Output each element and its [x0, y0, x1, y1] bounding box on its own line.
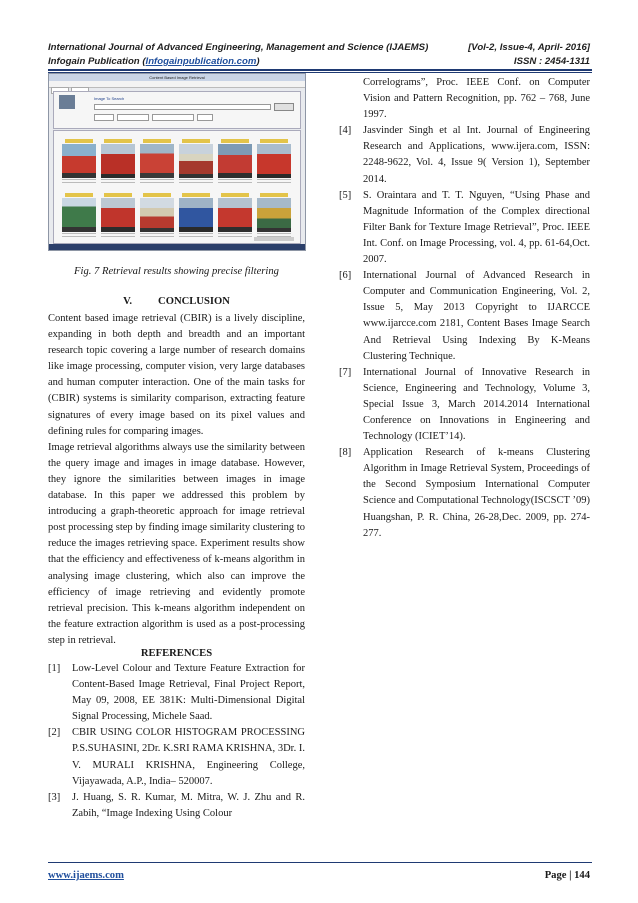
figure-query-label: Image To Search	[94, 96, 125, 101]
reference-number: [7]	[339, 366, 352, 378]
conclusion-paragraph: Content based image retrieval (CBIR) is a lively discipline, expanding in both depth and breadth and an important research topic covering a large number of research domains like image processing, computer vision, very large databases and human computer interaction. One of the main tasks for (CBIR) systems is similarity comparison, extracting feature signatures of every image based on its pixel values and defining rules for comparing images.	[48, 313, 305, 437]
references-right-column	[339, 75, 590, 542]
result-thumb	[101, 193, 135, 243]
result-thumb	[62, 139, 96, 189]
conclusion-title: CONCLUSION	[158, 296, 230, 307]
reference-text: Application Research of k-means Clustering Algorithm in Image Retrieval System, Proceedings of the Second Symposium International Computer Science and Computational Technology(ISCSCT ’09) Huangshan, P. R. China, 26-28,Dec. 2009, pp. 274-277.	[363, 447, 590, 539]
result-thumb	[140, 193, 174, 243]
conclusion-heading	[48, 296, 305, 307]
figure-query-panel	[53, 91, 301, 129]
references-left-column	[48, 661, 305, 822]
reference-text: Correlograms”, Proc. IEEE Conf. on Computer Vision and Pattern Recognition, pp. 762 – 768, June 1997.	[363, 77, 590, 121]
reference-number: [6]	[339, 270, 352, 282]
reference-text: J. Huang, S. R. Kumar, M. Mitra, W. J. Zhu and R. Zabih, “Image Indexing Using Colour	[72, 791, 305, 819]
result-thumb	[257, 139, 291, 189]
publisher-suffix: )	[256, 56, 260, 67]
figure-caption: Fig. 7 Retrieval results showing precise filtering	[74, 266, 279, 277]
references-heading: REFERENCES	[140, 648, 213, 659]
figure-controls	[94, 114, 244, 119]
publisher-prefix: Infogain Publication (	[48, 56, 146, 67]
reference-number: [2]	[48, 727, 61, 739]
reference-number: [3]	[48, 791, 61, 803]
figure-results-panel	[53, 130, 301, 244]
reference-number: [1]	[48, 663, 61, 674]
result-thumb	[101, 139, 135, 189]
reference-text: Low-Level Colour and Texture Feature Extraction for Content-Based Image Retrieval, Final Project Report, May 09, 2008, EE 381K: Multi-Dimensional Digital Signal Processing, Michele Saad.	[72, 663, 305, 723]
retrieval-screenshot-figure	[48, 73, 306, 251]
conclusion-body	[48, 311, 305, 649]
conclusion-paragraph: Image retrieval algorithms always use the similarity between the query image and images in image database. However, they ignore the similarities between images in image database. In this paper we addressed this problem by introducing a graph-theoretic approach for image retrieval post processing step by finding image similarity clustering to reduce the images retrieving space. Experiment results show that the efficiency and effectiveness of k-means algorithm in analysing image clustering, which also can improve the efficiency of image retrieving and evidently promote retrieval precision. This k-means algorithm independent on the feature extraction algorithm is used as a post-processing step in retrieval.	[48, 441, 305, 646]
reference-text: Jasvinder Singh et al Int. Journal of Engineering Research and Applications, www.ijera.com, ISSN: 2248-9622, Vol. 4, Issue 9( Version 1), September 2014.	[363, 125, 590, 185]
result-thumb	[218, 139, 252, 189]
footer-site-link[interactable]: www.ijaems.com	[48, 870, 124, 881]
journal-header	[48, 42, 590, 53]
reference-number: [5]	[339, 189, 352, 201]
publisher-header	[48, 56, 590, 67]
conclusion-number: V.	[123, 296, 133, 307]
journal-title: International Journal of Advanced Engineering, Management and Science (IJAEMS)	[48, 42, 429, 53]
reference-item	[339, 268, 590, 365]
figure-path-field	[94, 104, 271, 110]
result-thumb	[62, 193, 96, 243]
reference-item	[339, 188, 590, 268]
reference-item	[339, 365, 590, 445]
reference-text: S. Oraintara and T. T. Nguyen, “Using Phase and Magnitude Information of the Complex directional Filter Bank for Texture Image Retrieval”, Proc. IEEE Int. Conf. on Image Processing, vol. 4, pp. 61-64,Oct. 2007.	[363, 189, 590, 266]
reference-text: International Journal of Innovative Research in Science, Engineering and Technology, Volume 3, Special Issue 3, March 2014.2014 International Conference on Innovations in Engineering and Technology (ICIET’14).	[363, 366, 590, 443]
publisher-link[interactable]: Infogainpublication.com	[145, 56, 257, 67]
reference-number: [8]	[339, 447, 352, 459]
issn: ISSN : 2454-1311	[513, 56, 590, 67]
result-thumb	[218, 193, 252, 243]
reference-number: [4]	[339, 125, 352, 137]
figure-results-grid	[62, 139, 294, 243]
reference-item	[48, 661, 305, 725]
reference-item	[48, 790, 305, 822]
figure-status-bar	[254, 237, 294, 241]
page-number: Page | 144	[544, 870, 590, 881]
reference-item	[48, 725, 305, 789]
result-thumb	[179, 139, 213, 189]
figure-tabs	[49, 81, 305, 88]
reference-text: International Journal of Advanced Research in Computer and Communication Engineering, Vol. 2, Issue 5, May 2013 Copyright to IJARCCE www.ijarcce.com 2181, Content Bases Image Search And Retrieval Using Indexing By K-Means Clustering Technique.	[363, 270, 590, 362]
header-rule	[48, 69, 592, 71]
journal-volume: [Vol-2, Issue-4, April- 2016]	[468, 42, 590, 53]
result-thumb	[140, 139, 174, 189]
figure-taskbar	[49, 244, 305, 250]
figure-query-image	[59, 95, 75, 109]
figure-browse-button	[274, 103, 294, 111]
reference-item	[339, 445, 590, 542]
reference-item	[339, 123, 590, 187]
reference-continuation	[339, 75, 590, 123]
reference-text: CBIR USING COLOR HISTOGRAM PROCESSING P.S.SUHASINI, 2Dr. K.SRI RAMA KRISHNA, 3Dr. I. V. MURALI KRISHNA, Engineering College, Vijayawada, A.P., India– 520007.	[72, 727, 305, 787]
figure-window-title: Content Based Image Retrieval	[49, 74, 305, 81]
footer-rule	[48, 862, 592, 863]
result-thumb	[179, 193, 213, 243]
result-thumb	[257, 193, 291, 243]
